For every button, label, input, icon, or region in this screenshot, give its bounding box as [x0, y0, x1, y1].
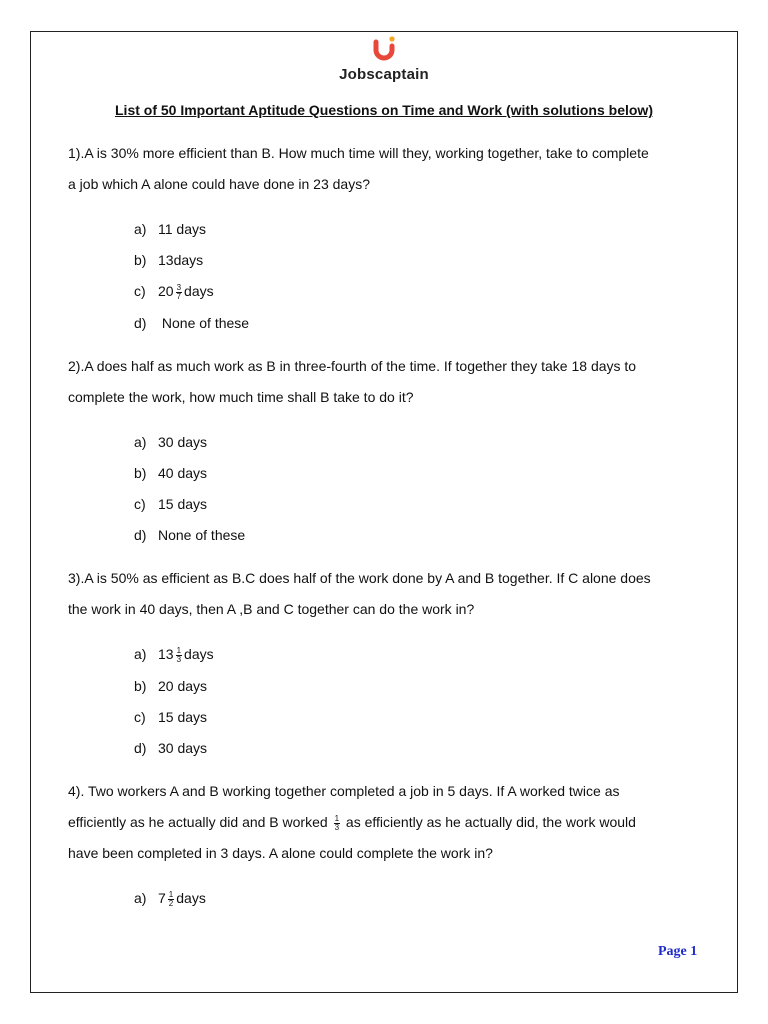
question-2: [68, 351, 708, 413]
question-2-line-1: 2).A does half as much work as B in three-fourth of the time. If together they take 18 days to: [68, 358, 637, 374]
page-number: Page 1: [658, 944, 698, 959]
question-2-line-2: complete the work, how much time shall B take to do it?: [68, 389, 414, 405]
brand-logo: [0, 36, 768, 83]
fraction: $\frac{1}{2}$: [168, 889, 174, 908]
question-1-line-1: 1).A is 30% more efficient than B. How much time will they, working together, take to complete: [68, 145, 649, 161]
question-4-line-3: have been completed in 3 days. A alone could complete the work in?: [68, 845, 493, 861]
question-3-option-d: d) 30 days: [134, 740, 208, 756]
question-2-option-b: b) 40 days: [134, 465, 208, 481]
fraction: $\frac{1}{3}$: [176, 645, 182, 664]
question-4-line-2: efficiently as he actually did and B worked $\frac{1}{3}$ as efficiently as he actually did, the work would: [68, 813, 636, 832]
question-4-option-a: a) 7 $\frac{1}{2}$ days: [134, 889, 206, 908]
brand-name: Jobscaptain: [339, 66, 429, 83]
fraction: $\frac{1}{3}$: [334, 813, 340, 832]
question-3: [68, 563, 708, 625]
question-3-option-c: c) 15 days: [134, 709, 208, 725]
question-1: [68, 138, 708, 200]
question-1-option-d: d) None of these: [134, 315, 250, 331]
question-2-option-d: d) None of these: [134, 527, 246, 543]
question-4: [68, 776, 708, 869]
question-1-line-2: a job which A alone could have done in 23 days?: [68, 176, 371, 192]
question-2-option-c: c) 15 days: [134, 496, 208, 512]
question-1-option-b: b) 13days: [134, 252, 204, 268]
jobscaptain-logo-icon: [369, 36, 399, 64]
question-3-option-a: a) 13 $\frac{1}{3}$ days: [134, 645, 214, 664]
question-2-option-a: a) 30 days: [134, 434, 208, 450]
question-1-option-c: c) 20 $\frac{3}{7}$ days: [134, 282, 214, 301]
question-1-option-a: a) 11 days: [134, 221, 206, 237]
document-title: List of 50 Important Aptitude Questions on Time and Work (with solutions below): [115, 102, 653, 118]
question-3-line-2: the work in 40 days, then A ,B and C together can do the work in?: [68, 601, 475, 617]
fraction: $\frac{3}{7}$: [176, 282, 182, 301]
question-3-line-1: 3).A is 50% as efficient as B.C does half of the work done by A and B together. If C alone does: [68, 570, 651, 586]
question-3-option-b: b) 20 days: [134, 678, 208, 694]
question-4-line-1: 4). Two workers A and B working together completed a job in 5 days. If A worked twice as: [68, 783, 620, 799]
